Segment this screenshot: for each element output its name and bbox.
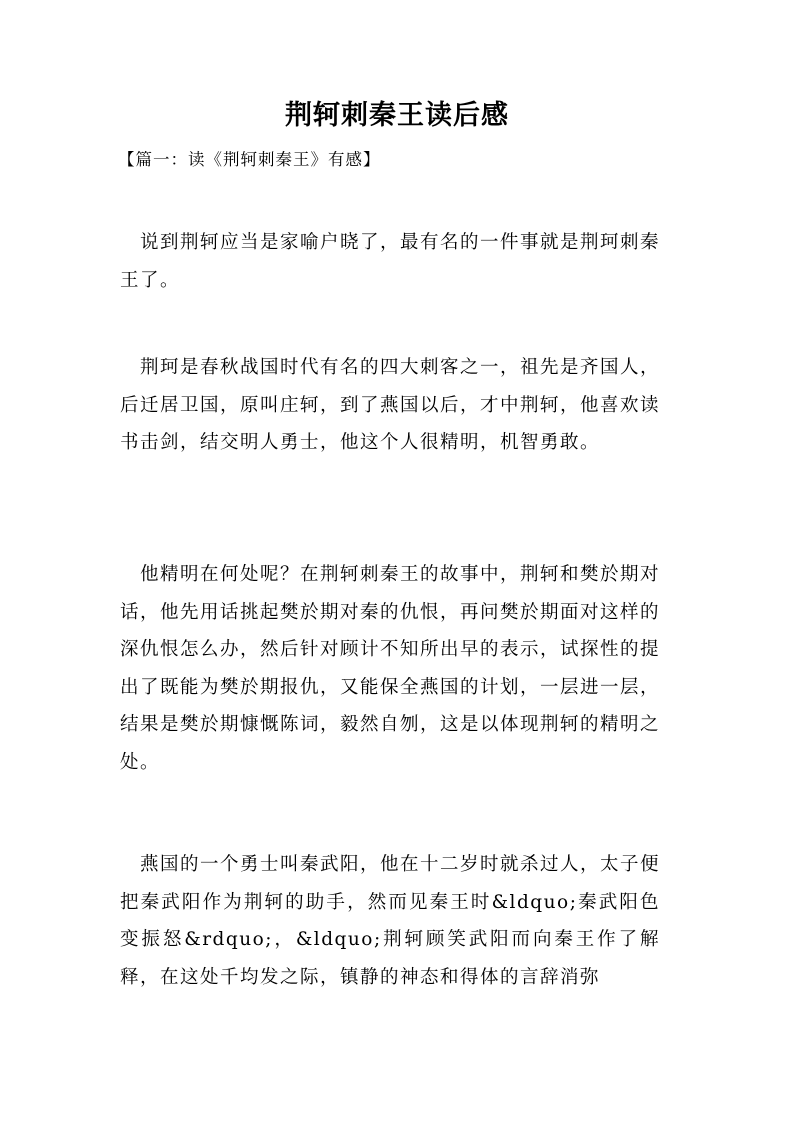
paragraph: 他精明在何处呢？在荆轲刺秦王的故事中，荆轲和樊於期对话，他先用话挑起樊於期对秦的仇恨，再问樊於期面对这样的深仇恨怎么办，然后针对顾计不知所出早的表示，试探性的提出了既能为樊於期报仇，又能保全燕国的计划，一层进一层，结果是樊於期慷慨陈词，毅然自刎，这是以体现荆轲的精明之处。 [120, 564, 661, 773]
document-title: 荆轲刺秦王读后感 [285, 100, 509, 131]
paragraph: 燕国的一个勇士叫秦武阳，他在十二岁时就杀过人，太子便把秦武阳作为荆轲的助手，然而见秦王时&ldquo;秦武阳色变振怒&rdquo;，&ldquo;荆轲顾笑武阳而向秦王作了解释，在这处千均发之际，镇静的神态和得体的言辞消弥 [120, 854, 661, 988]
paragraph: 说到荆轲应当是家喻户晓了，最有名的一件事就是荆珂刺秦王了。 [120, 232, 661, 291]
paragraph: 荆珂是春秋战国时代有名的四大刺客之一，祖先是齐国人，后迁居卫国，原叫庄轲，到了燕国以后，才中荆轲，他喜欢读书击剑，结交明人勇士，他这个人很精明，机智勇敢。 [120, 357, 661, 453]
section-heading: 【篇一：读《荆轲刺秦王》有感】 [118, 150, 381, 169]
